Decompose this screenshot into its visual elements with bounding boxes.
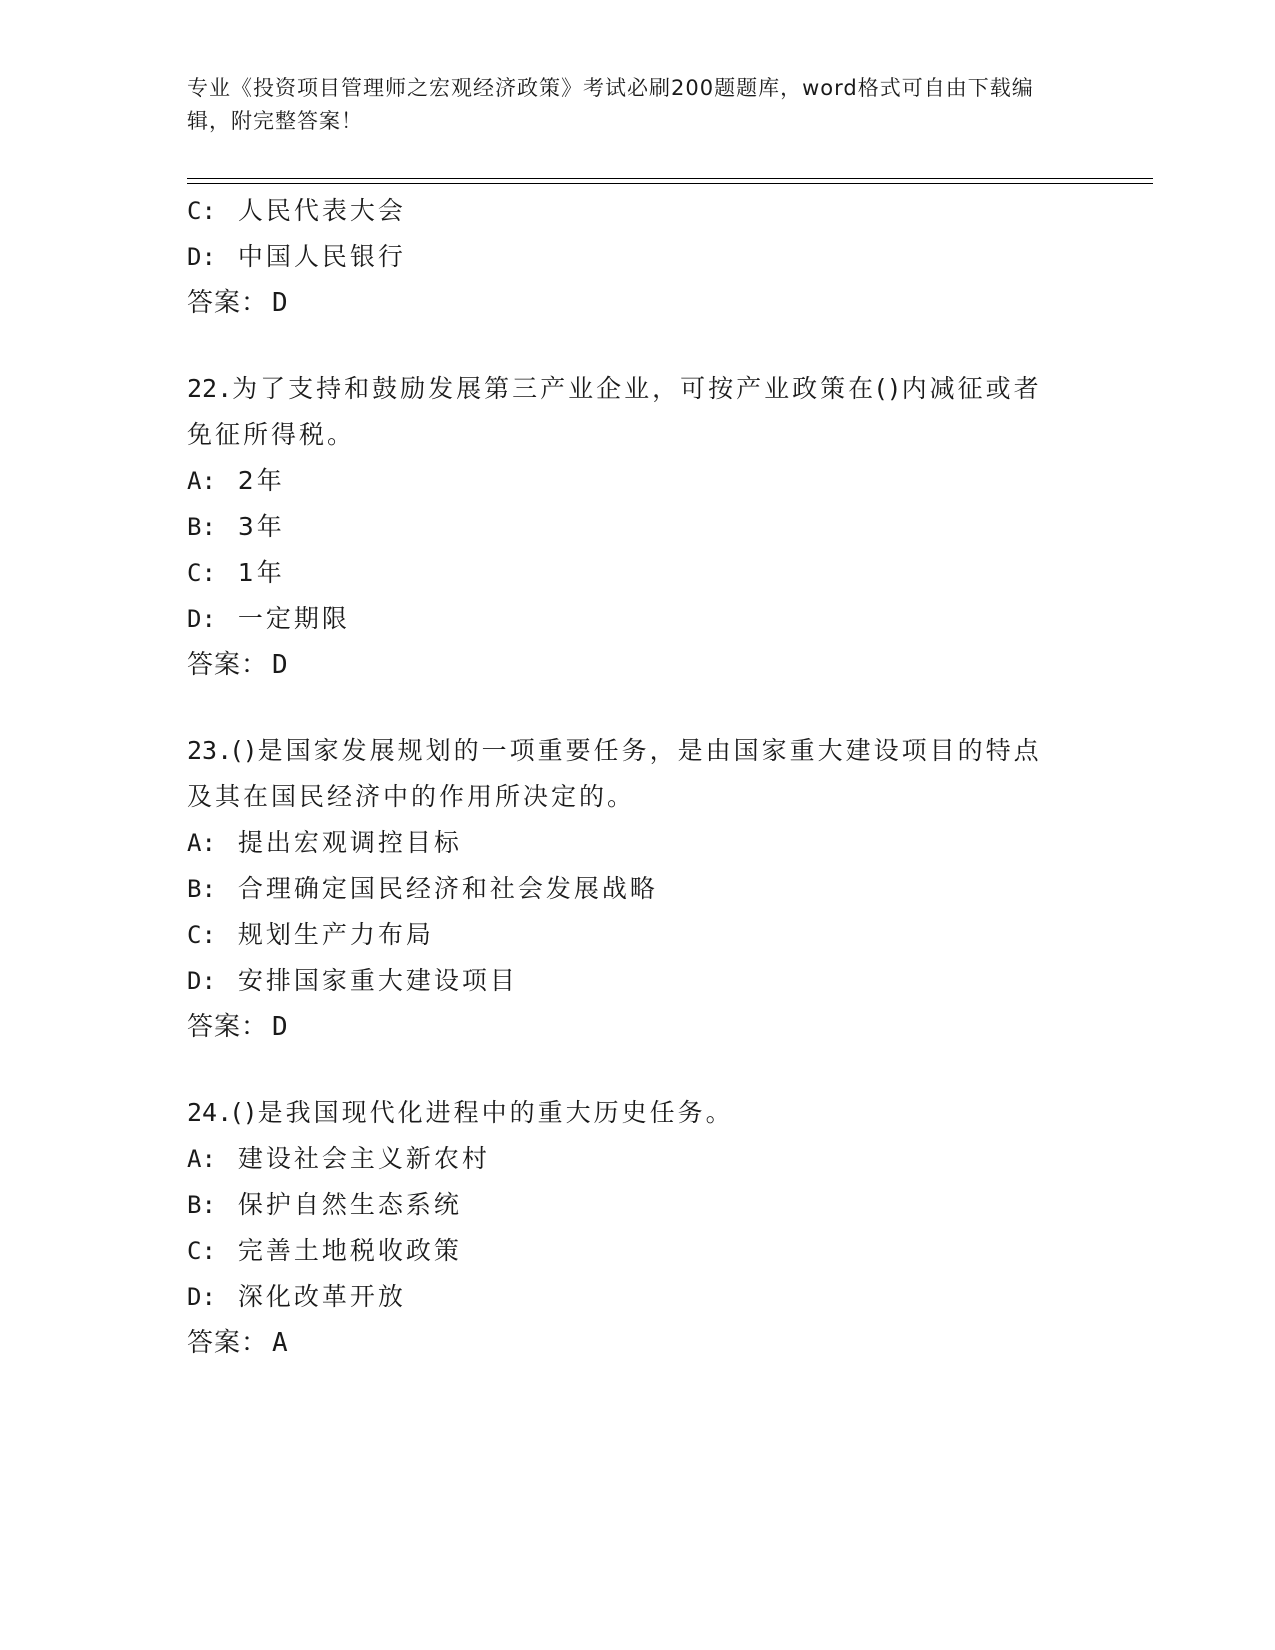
option-d xyxy=(187,234,1087,280)
option-letter: A: xyxy=(187,829,216,857)
answer-value: D xyxy=(272,1012,289,1042)
page-header: 专业《投资项目管理师之宏观经济政策》考试必刷200题题库，word格式可自由下载编辑，附完整答案！ xyxy=(187,76,1034,133)
answer-line xyxy=(187,1320,1087,1366)
option-d xyxy=(187,958,1087,1004)
question-number: 24. xyxy=(187,1098,233,1127)
answer-label: 答案： xyxy=(187,1328,269,1358)
option-text: 提出宏观调控目标 xyxy=(237,828,462,857)
answer-value: A xyxy=(272,1328,289,1358)
option-text: 完善土地税收政策 xyxy=(237,1236,462,1265)
option-text: 建设社会主义新农村 xyxy=(237,1144,490,1173)
option-letter: C: xyxy=(187,559,216,587)
option-letter: D: xyxy=(187,1283,216,1311)
answer-value: D xyxy=(272,288,289,318)
question-number: 22. xyxy=(187,374,233,403)
answer-line xyxy=(187,642,1087,688)
question-stem xyxy=(187,728,1087,820)
answer-value: D xyxy=(272,650,289,680)
question-stem xyxy=(187,1090,1087,1136)
option-text: 一定期限 xyxy=(237,604,350,633)
option-letter: D: xyxy=(187,605,216,633)
answer-line xyxy=(187,280,1087,326)
option-c xyxy=(187,1228,1087,1274)
option-letter: B: xyxy=(187,513,216,541)
question-stem-line1: ()是我国现代化进程中的重大历史任务。 xyxy=(232,1098,734,1127)
option-b xyxy=(187,504,1087,550)
question-stem xyxy=(187,366,1087,458)
question-number: 23. xyxy=(187,736,233,765)
option-d xyxy=(187,596,1087,642)
answer-label: 答案： xyxy=(187,1012,269,1042)
question-stem-line2: 免征所得税。 xyxy=(187,420,356,449)
question-list xyxy=(187,188,1087,1366)
option-c xyxy=(187,912,1087,958)
option-a xyxy=(187,458,1087,504)
option-text: 3年 xyxy=(237,512,285,541)
option-letter: C: xyxy=(187,921,216,949)
option-letter: B: xyxy=(187,1191,216,1219)
carryover-block xyxy=(187,188,1087,326)
question-stem-line1: 为了支持和鼓励发展第三产业企业，可按产业政策在()内减征或者 xyxy=(232,374,1042,403)
option-letter: D: xyxy=(187,243,216,271)
option-c xyxy=(187,188,1087,234)
option-b xyxy=(187,1182,1087,1228)
question-stem-line2: 及其在国民经济中的作用所决定的。 xyxy=(187,782,636,811)
option-letter: C: xyxy=(187,1237,216,1265)
option-c xyxy=(187,550,1087,596)
option-a xyxy=(187,820,1087,866)
question-22 xyxy=(187,366,1087,688)
option-text: 1年 xyxy=(237,558,285,587)
option-letter: D: xyxy=(187,967,216,995)
option-text: 2年 xyxy=(237,466,285,495)
question-24 xyxy=(187,1090,1087,1366)
answer-label: 答案： xyxy=(187,650,269,680)
option-letter: C: xyxy=(187,197,216,225)
option-a xyxy=(187,1136,1087,1182)
option-text: 人民代表大会 xyxy=(237,196,406,225)
option-text: 安排国家重大建设项目 xyxy=(237,966,518,995)
question-23 xyxy=(187,728,1087,1050)
option-letter: A: xyxy=(187,467,216,495)
option-d xyxy=(187,1274,1087,1320)
option-letter: B: xyxy=(187,875,216,903)
option-letter: A: xyxy=(187,1145,216,1173)
option-text: 中国人民银行 xyxy=(237,242,406,271)
option-text: 规划生产力布局 xyxy=(237,920,434,949)
header-rule-top xyxy=(187,178,1153,179)
option-b xyxy=(187,866,1087,912)
answer-label: 答案： xyxy=(187,288,269,318)
option-text: 保护自然生态系统 xyxy=(237,1190,462,1219)
question-stem-line1: ()是国家发展规划的一项重要任务，是由国家重大建设项目的特点 xyxy=(232,736,1042,765)
answer-line xyxy=(187,1004,1087,1050)
option-text: 合理确定国民经济和社会发展战略 xyxy=(237,874,658,903)
header-rule-bottom xyxy=(187,183,1153,184)
option-text: 深化改革开放 xyxy=(237,1282,406,1311)
